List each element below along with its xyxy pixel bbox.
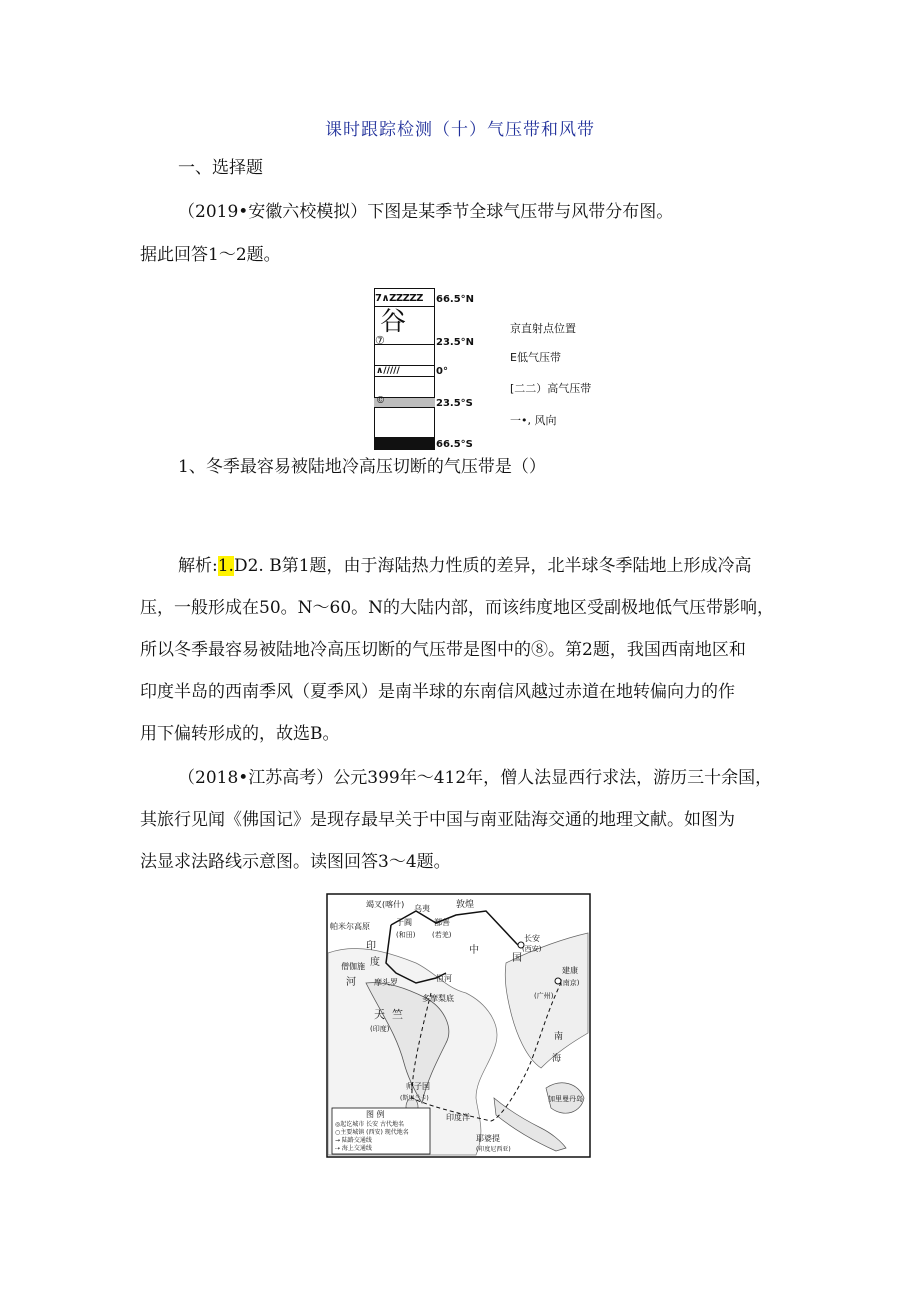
map-label-31: (印度尼西亚): [476, 1146, 511, 1153]
map-legend-title: 图 例: [366, 1110, 385, 1119]
map-label-8: 印: [366, 941, 376, 952]
lat-23-north: 23.5°N: [436, 337, 475, 348]
line-eq-bottom: [374, 376, 435, 377]
map-legend-item-0: ◎起讫城市 长安 古代地名: [335, 1121, 405, 1128]
polar-belt-south: [374, 437, 435, 449]
analysis-line-4: 印度半岛的西南季风（夏季风）是南半球的东南信风越过赤道在地转偏向力的作: [140, 682, 735, 702]
map-label-22: 建康: [562, 966, 578, 975]
faxian-route-map: [326, 893, 591, 1158]
page-title: 课时跟踪检测（十）气压带和风带: [325, 120, 595, 140]
map-label-2: 乌夷: [414, 904, 430, 913]
map-label-30: 耶婆提: [476, 1134, 500, 1143]
lat-23-south: 23.5°S: [436, 398, 473, 409]
wind-glyphs-top: 7∧ZZZZZ: [375, 293, 423, 304]
map-label-16: 多摩梨底: [422, 994, 454, 1003]
map-label-12: 僧伽施: [341, 962, 365, 971]
analysis-highlight: 1.: [217, 556, 234, 576]
map-label-3: 于阗: [396, 918, 412, 927]
intro-2-line-3: 法显求法路线示意图。读图回答3～4题。: [140, 852, 451, 872]
lat-66-south: 66.5°S: [436, 439, 473, 450]
map-label-6: (若羌): [432, 931, 452, 939]
map-label-29: 印度洋: [446, 1113, 470, 1122]
lat-equator: 0°: [436, 366, 448, 377]
map-label-5: 鄯善: [434, 918, 450, 927]
analysis-line-5: 用下偏转形成的，故选B。: [140, 724, 340, 744]
map-label-20: 长安: [524, 934, 540, 943]
map-label-11: 摩头罗: [374, 978, 398, 987]
map-label-21: (西安): [522, 945, 542, 953]
map-label-13: 天: [374, 1008, 385, 1021]
section-heading: 一、选择题: [178, 158, 263, 178]
label-c: ©: [376, 396, 385, 406]
map-label-28: (斯里兰卡): [400, 1095, 429, 1102]
map-label-14: 竺: [392, 1008, 403, 1021]
pressure-belt-figure: [0, 0, 920, 460]
map-label-24: (广州): [534, 992, 554, 1000]
intro-1-line-1: （2019•安徽六校模拟）下图是某季节全球气压带与风带分布图。: [178, 202, 674, 222]
map-label-4: (和田): [396, 931, 416, 939]
lat-66-north: 66.5°N: [436, 294, 475, 305]
map-label-26: 海: [552, 1054, 562, 1064]
analysis-line-1-text: D2. B第1题，由于海陆热力性质的差异，北半球冬季陆地上形成冷高: [233, 556, 752, 576]
map-label-19: 国: [512, 953, 522, 964]
analysis-line-1: [178, 547, 752, 585]
question-1: 1、冬季最容易被陆地冷高压切断的气压带是（）: [178, 457, 546, 477]
legend-wind-direction: 一•, 风向: [510, 414, 557, 427]
map-label-17: 恒河: [436, 974, 452, 983]
map-legend-item-1: ○主要城镇 (西安) 现代地名: [335, 1129, 409, 1136]
legend-high-pressure: [二二）高气压带: [510, 382, 592, 395]
map-legend-item-2: → 陆路交通线: [335, 1137, 372, 1144]
map-label-15: (印度): [370, 1025, 390, 1033]
intro-1-line-2: 据此回答1～2题。: [140, 245, 281, 265]
map-label-1: 帕米尔高原: [330, 922, 370, 931]
label-7: ⑦: [375, 334, 385, 347]
analysis-line-2: 压，一般形成在50。N～60。N的大陆内部，而该纬度地区受副极地低气压带影响，: [140, 598, 775, 618]
map-label-18: 中: [469, 945, 479, 956]
map-label-0: 竭叉(喀什): [366, 900, 405, 909]
map-label-9: 度: [370, 957, 380, 968]
map-label-32: 加里曼丹岛: [548, 1095, 583, 1103]
map-label-10: 河: [346, 977, 356, 988]
analysis-prefix: 解析:: [178, 556, 218, 576]
map-legend-item-3: ⇢ 海上交通线: [335, 1145, 372, 1152]
region-glyph: ⾕: [380, 307, 407, 337]
map-label-27: 师子国: [406, 1082, 430, 1091]
legend-direct-point: 京直射点位置: [510, 322, 576, 335]
intro-2-line-1: （2018•江苏高考）公元399年～412年，僧人法显西行求法，游历三十余国，: [178, 768, 773, 788]
intro-2-line-2: 其旅行见闻《佛国记》是现存最早关于中国与南亚陆海交通的地理文献。如图为: [140, 810, 735, 830]
equator-wind-glyphs: ∧/////: [376, 366, 400, 376]
map-label-25: 南: [554, 1032, 564, 1042]
analysis-line-3: 所以冬季最容易被陆地冷高压切断的气压带是图中的⑧。第2题，我国西南地区和: [140, 640, 746, 660]
legend-low-pressure: E低气压带: [510, 351, 561, 364]
map-label-7: 敦煌: [456, 900, 475, 910]
map-label-23: (南京): [560, 979, 580, 987]
